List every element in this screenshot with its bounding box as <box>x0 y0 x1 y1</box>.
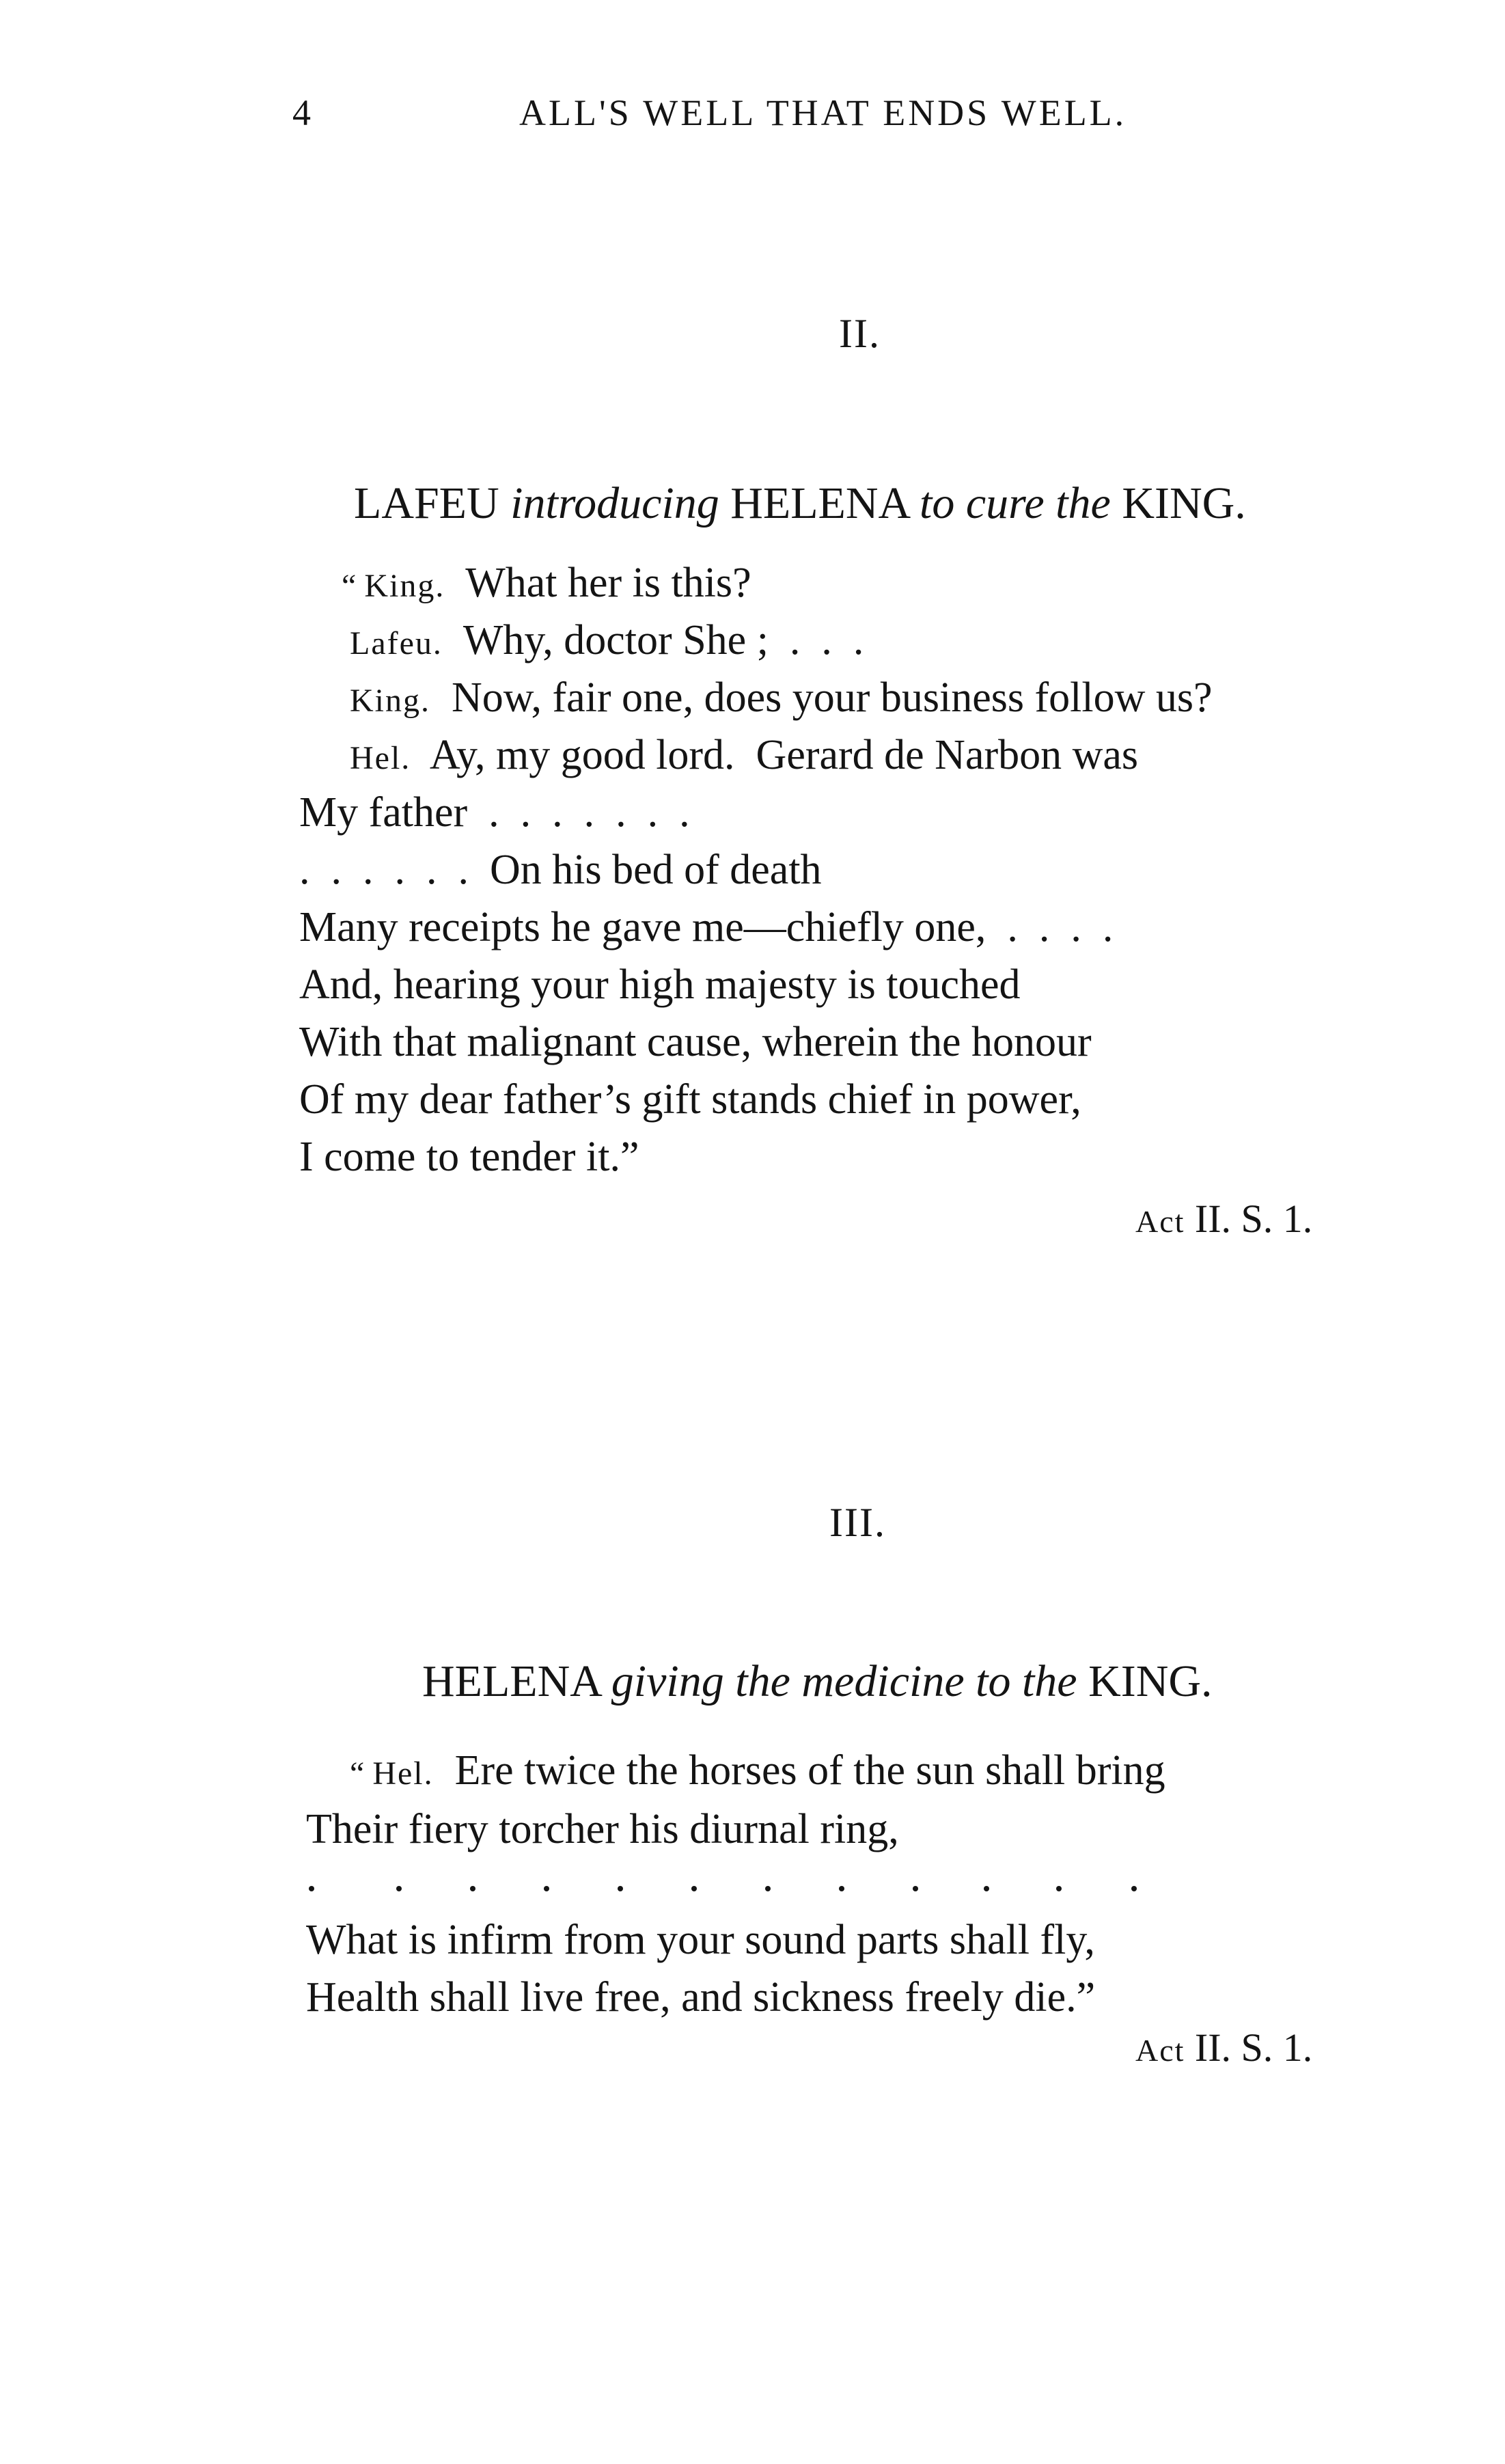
page-number: 4 <box>292 92 311 133</box>
verse-line <box>350 734 1138 776</box>
title-name-king: KING. <box>1088 1656 1213 1706</box>
verse-line <box>350 619 864 661</box>
speaker-name: Lafeu. <box>350 625 443 661</box>
title-name-lafeu: LAFEU <box>354 478 499 528</box>
ellipsis-dot <box>691 1886 697 1891</box>
speaker-name: Hel. <box>350 740 411 776</box>
line-text: Now, fair one, does your business follow us? <box>452 674 1213 721</box>
verse-line <box>342 562 751 604</box>
speaker-name: King. <box>350 683 430 719</box>
title-italic-giving-the-medicine: giving the medicine to the <box>611 1656 1077 1706</box>
ellipsis-dot <box>396 1886 402 1891</box>
title-name-king: KING. <box>1122 478 1246 528</box>
line-text: What her is this? <box>465 560 751 606</box>
ellipsis-dot <box>470 1886 475 1891</box>
line-text: Ere twice the horses of the sun shall bring <box>454 1747 1165 1794</box>
title-italic-to-cure-the: to cure the <box>920 478 1111 528</box>
ellipsis-dot <box>618 1886 623 1891</box>
verse-line <box>350 1749 1165 1792</box>
verse-line: I come to tender it.” <box>299 1134 639 1180</box>
citation-ref: II. S. 1. <box>1194 2025 1313 2070</box>
section-3-number: III. <box>829 1500 886 1545</box>
act-scene-citation <box>1135 1196 1313 1241</box>
ellipsis-dot <box>984 1886 989 1891</box>
act-scene-citation <box>1135 2025 1313 2070</box>
section-2-title <box>354 436 1246 526</box>
line-text: Why, doctor She ; . . . <box>462 617 864 663</box>
opening-quote: “ <box>350 1755 373 1792</box>
ellipsis-dot <box>1056 1886 1062 1891</box>
section-2-number: II. <box>839 311 881 356</box>
title-italic-introducing: introducing <box>510 478 719 528</box>
ellipsis-dot <box>839 1886 844 1891</box>
line-text: Ay, my good lord. Gerard de Narbon was <box>429 732 1139 778</box>
speaker-name: King. <box>364 568 445 604</box>
verse-line: With that malignant cause, wherein the honour <box>299 1019 1092 1065</box>
ellipsis-dot <box>765 1886 771 1891</box>
section-3-title <box>422 1614 1213 1704</box>
verse-line: Their fiery torcher his diurnal ring, <box>306 1806 899 1852</box>
citation-ref: II. S. 1. <box>1194 1196 1313 1241</box>
title-name-helena: HELENA <box>422 1656 600 1706</box>
verse-line: My father . . . . . . . <box>299 789 690 836</box>
title-name-helena: HELENA <box>730 478 909 528</box>
verse-line: What is infirm from your sound parts shall fly, <box>306 1917 1095 1963</box>
citation-act-label: Act <box>1135 2033 1185 2068</box>
verse-line: Of my dear father’s gift stands chief in power, <box>299 1076 1081 1123</box>
verse-line: . . . . . . On his bed of death <box>299 847 822 893</box>
verse-line: And, hearing your high majesty is touched <box>299 961 1021 1008</box>
verse-line: Health shall live free, and sickness freely die.” <box>306 1974 1096 2021</box>
ellipsis-dot <box>544 1886 549 1891</box>
ellipsis-dot <box>913 1886 918 1891</box>
verse-line: Many receipts he gave me—chiefly one, . . . . <box>299 904 1114 950</box>
citation-act-label: Act <box>1135 1204 1185 1239</box>
running-title: ALL'S WELL THAT ENDS WELL. <box>519 92 1127 133</box>
opening-quote: “ <box>342 568 365 604</box>
verse-line <box>350 676 1213 719</box>
ellipsis-dot <box>309 1886 314 1891</box>
ellipsis-dot <box>1131 1886 1137 1891</box>
speaker-name: Hel. <box>372 1755 434 1792</box>
